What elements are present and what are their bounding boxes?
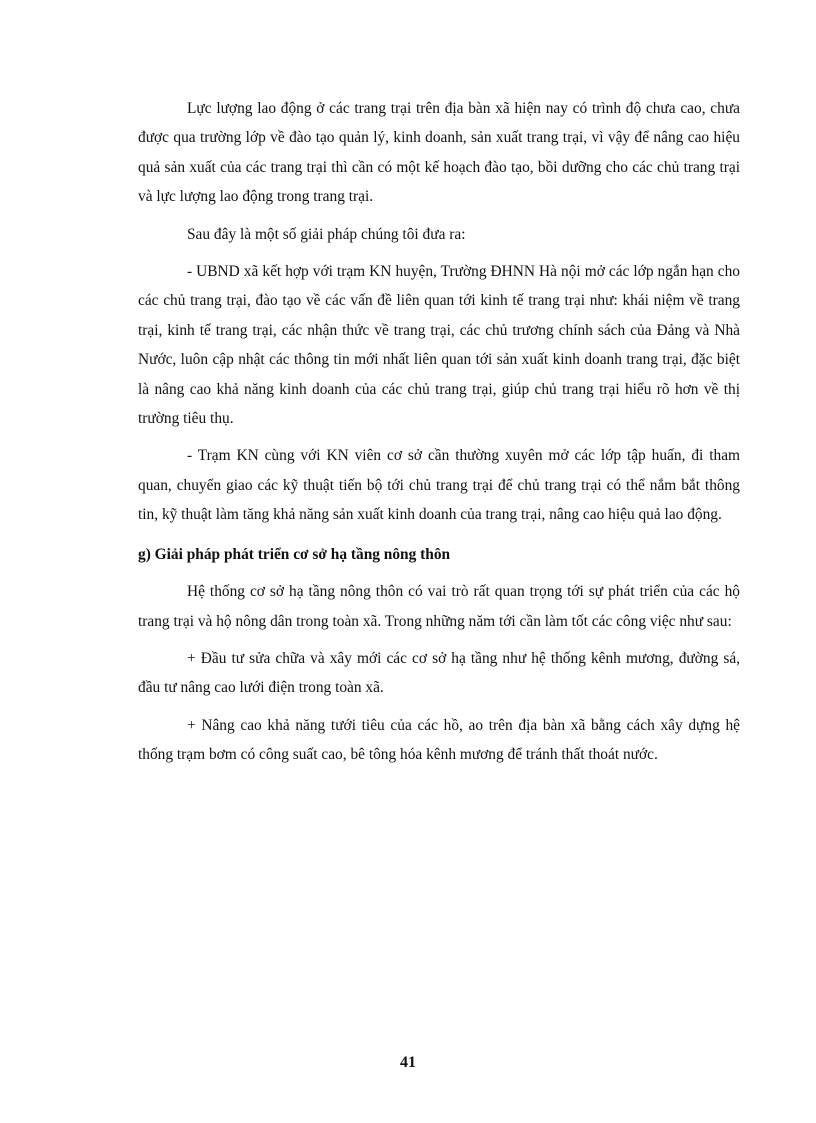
section-heading-g: g) Giải pháp phát triển cơ sở hạ tầng nông thôn: [138, 545, 451, 563]
document-body: [138, 94, 740, 770]
paragraph-irrigation: + Nâng cao khả năng tưới tiêu của các hồ, ao trên địa bàn xã bằng cách xây dựng hệ thống trạm bơm có công suất cao, bê tông hóa kênh mương để tránh thất thoát nước.: [138, 716, 740, 764]
page-number: 41: [400, 1054, 416, 1071]
paragraph-labor-force: Lực lượng lao động ở các trang trại trên địa bàn xã hiện nay có trình độ chưa cao, chưa được qua trường lớp về đào tạo quản lý, kinh doanh, sản xuất trang trại, vì vậy để nâng cao hiệu quả sản xuất của các trang trại thì cần có một kế hoạch đào tạo, bồi dưỡng cho các chủ trang trại và lực lượng lao động trong trang trại.: [138, 100, 740, 206]
paragraph-extension-station: - Trạm KN cùng với KN viên cơ sở cần thường xuyên mở các lớp tập huấn, đi tham quan, chuyển giao các kỹ thuật tiến bộ tới chủ trang trại để chủ trang trại có thể nắm bắt thông tin, kỹ thuật làm tăng khả năng sản xuất kinh doanh của trang trại, nâng cao hiệu quả lao động.: [138, 447, 740, 524]
paragraph-solutions-intro: Sau đây là một số giải pháp chúng tôi đưa ra:: [187, 225, 466, 243]
paragraph-ubnd-training: - UBND xã kết hợp với trạm KN huyện, Trường ĐHNN Hà nội mở các lớp ngắn hạn cho các chủ trang trại, đào tạo về các vấn đề liên quan tới kinh tế trang trại như: khái niệm về trang trại, kinh tế trang trại, các nhận thức về trang trại, các chủ trương chính sách của Đảng và Nhà Nước, luôn cập nhật các thông tin mới nhất liên quan tới sản xuất kinh doanh trang trại, đặc biệt là nâng cao khả năng kinh doanh của các chủ trang trại, giúp chủ trang trại hiểu rõ hơn về thị trường tiêu thụ.: [138, 263, 740, 428]
paragraph-infrastructure: Hệ thống cơ sở hạ tầng nông thôn có vai trò rất quan trọng tới sự phát triển của các hộ trang trại và hộ nông dân trong toàn xã. Trong những năm tới cần làm tốt các công việc như sau:: [138, 583, 740, 630]
paragraph-investment: + Đầu tư sửa chữa và xây mới các cơ sở hạ tầng như hệ thống kênh mương, đường sá, đầu tư nâng cao lưới điện trong toàn xã.: [138, 649, 740, 697]
